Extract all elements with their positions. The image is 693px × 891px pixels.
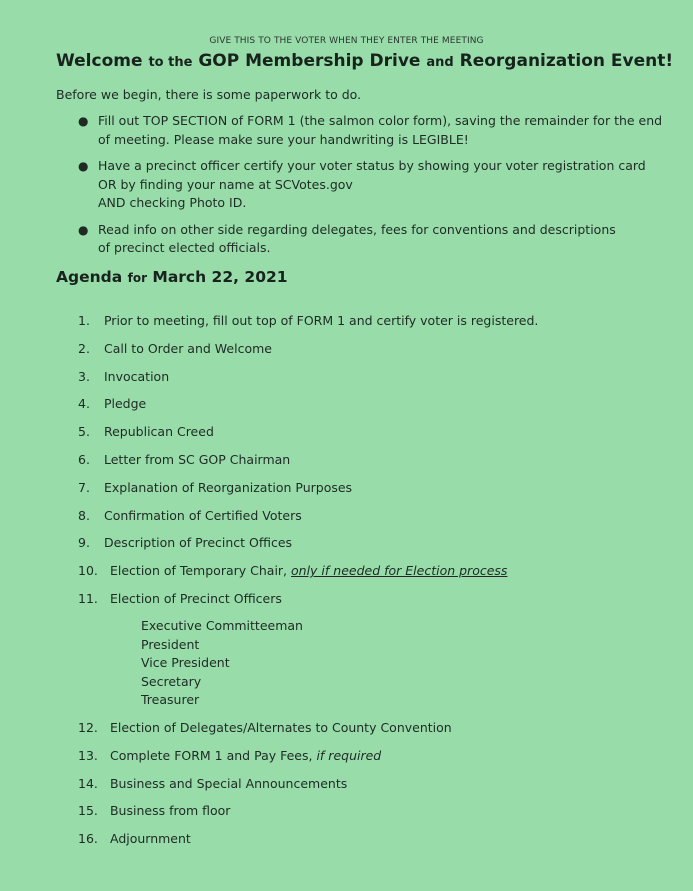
instruction-note: GIVE THIS TO THE VOTER WHEN THEY ENTER THE MEETING [209,36,484,46]
agenda-text-main: Complete FORM 1 and Pay Fees, [109,747,313,763]
title-part: GOP Membership Drive [198,51,421,71]
agenda-number: 16. [78,831,98,847]
agenda-item [78,747,452,775]
precinct-offices-list [141,617,303,710]
office-item: Treasurer [141,692,200,707]
bullet-icon: ● [78,114,89,128]
agenda-number: 10. [78,563,98,579]
agenda-text: Invocation [103,368,170,384]
agenda-list [78,312,538,618]
paperwork-line: of meeting. Please make sure your handwriting is LEGIBLE! [98,131,469,147]
agenda-heading-part: for [127,271,147,285]
paperwork-line: of precinct elected officials. [98,240,271,255]
agenda-item [78,775,452,803]
title-part: Reorganization Event! [459,51,674,71]
title-part: to the [148,55,193,70]
agenda-text-note: if required [316,747,382,763]
agenda-text: Call to Order and Welcome [103,340,272,356]
agenda-text: Election of Precinct Officers [109,590,282,606]
paperwork-line: Read info on other side regarding delegates, fees for conventions and descriptions [98,221,616,237]
agenda-number: 14. [78,775,98,791]
agenda-text: Adjournment [109,831,191,847]
agenda-item [78,802,452,830]
office-item: President [141,636,200,652]
agenda-item [78,562,538,590]
paperwork-line: OR by finding your name at SCVotes.gov [98,176,353,192]
agenda-item [78,368,538,396]
agenda-item [78,395,538,423]
agenda-item [78,423,538,451]
intro-text: Before we begin, there is some paperwork to do. [56,87,362,102]
office-item: Executive Committeeman [141,618,303,633]
title-part: and [426,55,454,70]
agenda-item [78,534,538,562]
bullet-icon: ● [78,222,89,237]
paperwork-item [56,221,666,258]
title-part: Welcome [56,51,143,71]
agenda-number: 3. [78,368,90,384]
agenda-number: 2. [78,340,90,356]
agenda-text-main: Election of Temporary Chair, [109,563,288,579]
agenda-number: 6. [78,451,90,467]
agenda-item [78,479,538,507]
agenda-number: 12. [78,720,98,735]
page-title [56,51,676,71]
agenda-item [78,312,538,340]
agenda-text: Description of Precinct Offices [103,535,293,551]
agenda-item [78,507,538,535]
agenda-item [78,590,538,618]
agenda-number: 13. [78,747,98,763]
agenda-number: 11. [78,590,98,606]
agenda-heading-part: Agenda [56,268,123,286]
bullet-icon: ● [78,159,89,173]
agenda-text: Confirmation of Certified Voters [103,507,302,523]
agenda-text: Republican Creed [103,424,214,440]
paperwork-list [56,112,666,266]
agenda-text: Election of Delegates/Alternates to County Convention [109,720,452,735]
paperwork-line: Fill out TOP SECTION of FORM 1 (the salmon color form), saving the remainder for the end [98,113,663,128]
paperwork-line: Have a precinct officer certify your voter status by showing your voter registration card [98,158,646,173]
agenda-text [110,747,381,765]
agenda-item [78,830,452,858]
agenda-item [78,340,538,368]
agenda-text: Business and Special Announcements [109,775,348,791]
agenda-text: Explanation of Reorganization Purposes [103,479,353,495]
agenda-number: 9. [78,535,90,551]
agenda-list-continued [78,719,452,858]
agenda-number: 15. [78,803,98,819]
agenda-text: Prior to meeting, fill out top of FORM 1 and certify voter is registered. [103,313,539,328]
agenda-number: 7. [78,479,90,495]
paperwork-item [56,112,666,149]
agenda-number: 1. [78,313,90,328]
agenda-number: 4. [78,396,90,412]
agenda-number: 5. [78,424,90,440]
office-item: Secretary [141,673,202,689]
agenda-text-note: only if needed for Election process [291,563,508,579]
agenda-heading [56,268,288,286]
agenda-text: Pledge [103,396,147,412]
agenda-item [78,451,538,479]
agenda-number: 8. [78,507,90,523]
agenda-text [110,562,507,580]
agenda-text: Business from floor [109,803,231,819]
paperwork-line: AND checking Photo ID. [98,195,247,210]
agenda-text: Letter from SC GOP Chairman [103,451,291,467]
agenda-item [78,719,452,747]
paperwork-item [56,157,666,213]
agenda-heading-part: March 22, 2021 [152,268,288,286]
office-item: Vice President [141,655,230,670]
